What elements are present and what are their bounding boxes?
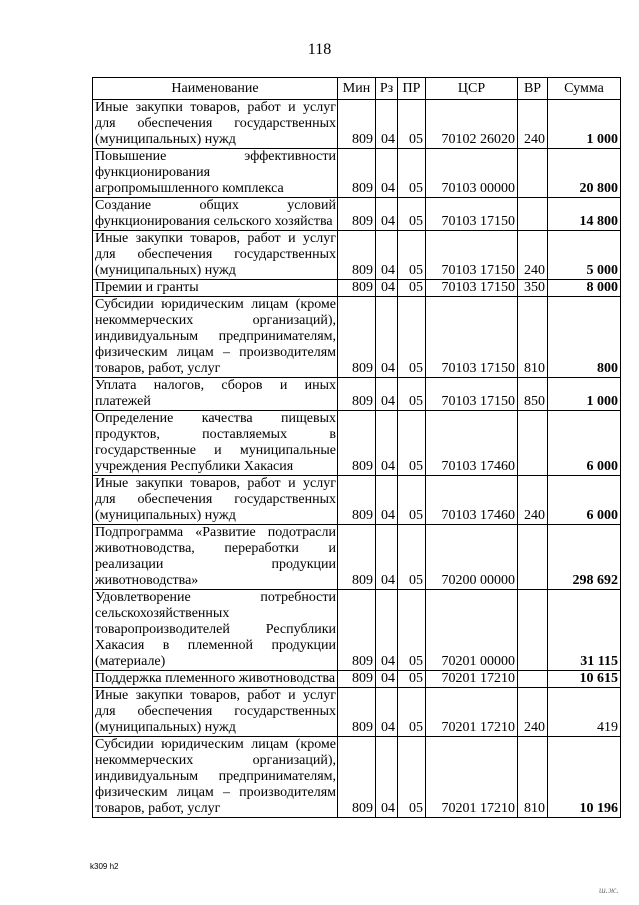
row-vr [518, 671, 548, 688]
row-name: Субсидии юридическим лицам (кроме некоммерческих организаций), индивидуальным предпринимателям, физическим лицам – производителям товаров, работ, услуг [93, 737, 338, 818]
row-pr: 05 [398, 525, 426, 590]
row-rz: 04 [376, 231, 398, 280]
row-min: 809 [338, 590, 376, 671]
row-name: Иные закупки товаров, работ и услуг для обеспечения государственных (муниципальных) нужд [93, 231, 338, 280]
row-rz: 04 [376, 198, 398, 231]
row-min: 809 [338, 525, 376, 590]
row-csr: 70103 17150 [426, 198, 518, 231]
row-min: 809 [338, 280, 376, 297]
row-rz: 04 [376, 525, 398, 590]
row-rz: 04 [376, 476, 398, 525]
row-vr: 350 [518, 280, 548, 297]
row-sum: 14 800 [548, 198, 621, 231]
row-sum: 8 000 [548, 280, 621, 297]
row-sum: 20 800 [548, 149, 621, 198]
row-name: Субсидии юридическим лицам (кроме некоммерческих организаций), индивидуальным предпринимателям, физическим лицам – производителям товаров, работ, услуг [93, 297, 338, 378]
row-rz: 04 [376, 100, 398, 149]
row-name: Иные закупки товаров, работ и услуг для обеспечения государственных (муниципальных) нужд [93, 688, 338, 737]
table-row [93, 100, 621, 149]
row-csr: 70200 00000 [426, 525, 518, 590]
row-vr: 240 [518, 100, 548, 149]
row-sum: 6 000 [548, 411, 621, 476]
table-row [93, 525, 621, 590]
row-sum: 10 196 [548, 737, 621, 818]
row-name: Поддержка племенного животноводства [93, 671, 338, 688]
row-sum: 10 615 [548, 671, 621, 688]
row-min: 809 [338, 297, 376, 378]
corner-mark: ш.ж. [599, 885, 619, 895]
row-name: Иные закупки товаров, работ и услуг для обеспечения государственных (муниципальных) нужд [93, 100, 338, 149]
row-vr: 810 [518, 737, 548, 818]
row-rz: 04 [376, 671, 398, 688]
row-sum: 800 [548, 297, 621, 378]
row-pr: 05 [398, 737, 426, 818]
table-row [93, 476, 621, 525]
row-csr: 70201 17210 [426, 671, 518, 688]
table-row [93, 590, 621, 671]
row-min: 809 [338, 149, 376, 198]
table-row [93, 297, 621, 378]
row-pr: 05 [398, 476, 426, 525]
row-sum: 6 000 [548, 476, 621, 525]
table-row [93, 198, 621, 231]
row-vr [518, 198, 548, 231]
col-header-pr: ПР [398, 78, 426, 100]
table-row [93, 280, 621, 297]
row-pr: 05 [398, 671, 426, 688]
row-pr: 05 [398, 590, 426, 671]
row-csr: 70201 17210 [426, 688, 518, 737]
table-header-row [93, 78, 621, 100]
row-min: 809 [338, 378, 376, 411]
row-name: Определение качества пищевых продуктов, поставляемых в государственные и муниципальные учреждения Республики Хакасия [93, 411, 338, 476]
row-rz: 04 [376, 737, 398, 818]
col-header-csr: ЦСР [426, 78, 518, 100]
row-vr: 240 [518, 231, 548, 280]
row-vr: 810 [518, 297, 548, 378]
col-header-vr: ВР [518, 78, 548, 100]
row-sum: 419 [548, 688, 621, 737]
row-vr [518, 590, 548, 671]
row-pr: 05 [398, 378, 426, 411]
row-pr: 05 [398, 280, 426, 297]
row-min: 809 [338, 198, 376, 231]
row-min: 809 [338, 231, 376, 280]
row-csr: 70103 17460 [426, 476, 518, 525]
row-pr: 05 [398, 198, 426, 231]
row-csr: 70103 17460 [426, 411, 518, 476]
row-sum: 298 692 [548, 525, 621, 590]
row-name: Премии и гранты [93, 280, 338, 297]
row-rz: 04 [376, 280, 398, 297]
row-csr: 70201 00000 [426, 590, 518, 671]
row-rz: 04 [376, 688, 398, 737]
table-row [93, 737, 621, 818]
row-csr: 70103 17150 [426, 231, 518, 280]
row-sum: 1 000 [548, 100, 621, 149]
table-row [93, 411, 621, 476]
row-vr: 240 [518, 476, 548, 525]
row-min: 809 [338, 476, 376, 525]
row-name: Повышение эффективности функционирования агропромышленного комплекса [93, 149, 338, 198]
row-sum: 31 115 [548, 590, 621, 671]
row-name: Уплата налогов, сборов и иных платежей [93, 378, 338, 411]
row-vr: 240 [518, 688, 548, 737]
row-name: Удовлетворение потребности сельскохозяйственных товаропроизводителей Республики Хакасия в племенной продукции (материале) [93, 590, 338, 671]
budget-table [92, 77, 621, 818]
row-min: 809 [338, 100, 376, 149]
row-pr: 05 [398, 100, 426, 149]
row-pr: 05 [398, 688, 426, 737]
row-min: 809 [338, 411, 376, 476]
row-csr: 70103 17150 [426, 280, 518, 297]
footer-code: k309 h2 [90, 862, 119, 871]
row-vr [518, 525, 548, 590]
table-row [93, 671, 621, 688]
row-pr: 05 [398, 411, 426, 476]
row-csr: 70103 00000 [426, 149, 518, 198]
table-row [93, 231, 621, 280]
col-header-sum: Сумма [548, 78, 621, 100]
row-name: Подпрограмма «Развитие подотрасли животноводства, переработки и реализации продукции животноводства» [93, 525, 338, 590]
col-header-rz: Рз [376, 78, 398, 100]
row-vr [518, 149, 548, 198]
row-name: Иные закупки товаров, работ и услуг для обеспечения государственных (муниципальных) нужд [93, 476, 338, 525]
row-rz: 04 [376, 590, 398, 671]
row-rz: 04 [376, 149, 398, 198]
row-min: 809 [338, 688, 376, 737]
page-number: 118 [307, 41, 332, 58]
row-rz: 04 [376, 378, 398, 411]
row-csr: 70103 17150 [426, 378, 518, 411]
row-pr: 05 [398, 231, 426, 280]
row-vr [518, 411, 548, 476]
col-header-min: Мин [338, 78, 376, 100]
row-pr: 05 [398, 297, 426, 378]
row-pr: 05 [398, 149, 426, 198]
row-csr: 70201 17210 [426, 737, 518, 818]
row-rz: 04 [376, 297, 398, 378]
row-min: 809 [338, 671, 376, 688]
table-row [93, 149, 621, 198]
row-name: Создание общих условий функционирования сельского хозяйства [93, 198, 338, 231]
row-csr: 70103 17150 [426, 297, 518, 378]
row-min: 809 [338, 737, 376, 818]
row-csr: 70102 26020 [426, 100, 518, 149]
row-rz: 04 [376, 411, 398, 476]
table-row [93, 378, 621, 411]
table-row [93, 688, 621, 737]
row-vr: 850 [518, 378, 548, 411]
col-header-name: Наименование [93, 78, 338, 100]
row-sum: 5 000 [548, 231, 621, 280]
row-sum: 1 000 [548, 378, 621, 411]
